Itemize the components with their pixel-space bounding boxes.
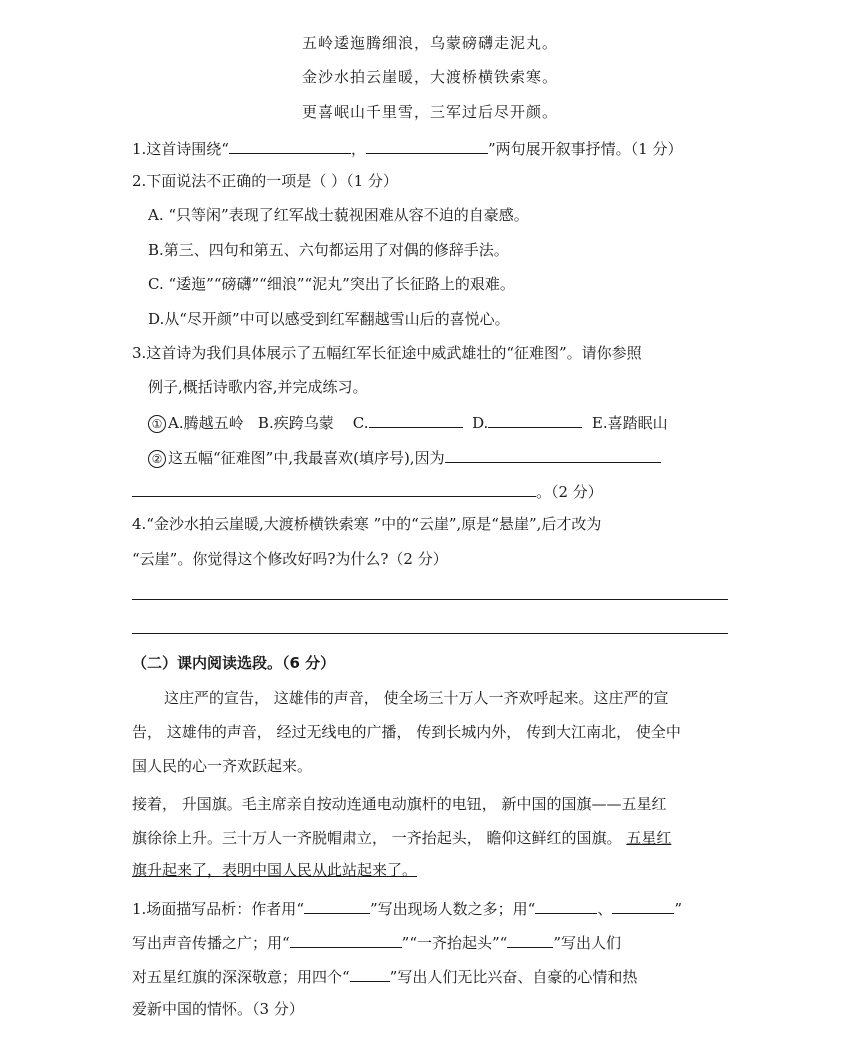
poem-line-1: 五岭逶迤腾细浪，乌蒙磅礴走泥丸。: [301, 34, 558, 52]
answer-blank[interactable]: [445, 446, 661, 463]
answer-blank[interactable]: [535, 897, 597, 914]
circled-two: ②: [148, 450, 166, 468]
s2q1-text-a: 1.场面描写品析：作者用“: [132, 900, 304, 918]
s2q1-sep: 、: [597, 900, 613, 918]
question-3-sub-2: [148, 446, 661, 468]
item-c: C.: [352, 414, 369, 432]
question-1: [132, 137, 682, 159]
question-3-stem-2: 例子,概括诗歌内容,并完成练习。: [148, 378, 368, 396]
question-4-stem-2: “云崖”。你觉得这个修改好吗?为什么?（2 分）: [132, 550, 448, 568]
s2-question-1-line-1: [132, 897, 682, 919]
item-d: D.: [472, 414, 489, 432]
question-3-answer-line: [132, 480, 603, 502]
answer-blank[interactable]: [488, 411, 582, 428]
answer-blank[interactable]: [612, 897, 674, 914]
answer-line[interactable]: [132, 599, 728, 600]
s2q1-text-e: ”“一齐抬起头”“: [401, 934, 508, 952]
question-3-score: 。（2 分）: [536, 483, 603, 501]
passage-p1-line-3: 国人民的心一齐欢跃起来。: [132, 757, 313, 775]
question-3-stem-1: 3.这首诗为我们具体展示了五幅红军长征途中威武雄壮的“征难图”。请你参照: [132, 344, 642, 362]
answer-blank[interactable]: [507, 931, 553, 948]
question-2-option-a: A. “只等闲”表现了红军战士藐视困难从容不迫的自豪感。: [148, 206, 529, 224]
underlined-sentence: 旗升起来了，表明中国人民从此站起来了。: [132, 861, 418, 879]
item-b: B.疾跨乌蒙: [257, 414, 334, 432]
underlined-sentence: 五星红: [626, 829, 672, 847]
question-3-sub-2-text: 这五幅“征难图”中,我最喜欢(填序号),因为: [168, 449, 445, 467]
item-e: E.喜踏眠山: [591, 414, 668, 432]
s2q1-text-c: ”: [674, 900, 683, 918]
s2q1-text-h: ”写出人们无比兴奋、自豪的心情和热: [389, 968, 638, 986]
passage-p2-line-2: [132, 828, 671, 848]
answer-blank[interactable]: [304, 897, 370, 914]
question-1-text-b: ”两句展开叙事抒情。（1 分）: [488, 140, 683, 158]
s2q1-text-g: 对五星红旗的深深敬意；用四个“: [132, 968, 350, 986]
answer-blank[interactable]: [366, 137, 488, 154]
question-2-option-c: C. “逶迤”“磅礴”“细浪”“泥丸”突出了长征路上的艰难。: [148, 275, 515, 293]
poem-line-2: 金沙水拍云崖暖，大渡桥横铁索寒。: [301, 68, 558, 86]
question-1-text-a: 1.这首诗围绕“: [132, 140, 229, 158]
poem-line-3: 更喜岷山千里雪，三军过后尽开颜。: [301, 103, 558, 121]
passage-p2-line-2-text: 旗徐徐上升。三十万人一齐脱帽肃立， 一齐抬起头， 瞻仰这鲜红的国旗。: [132, 829, 627, 847]
question-2-option-d: D.从“尽开颜”中可以感受到红军翻越雪山后的喜悦心。: [148, 310, 510, 328]
s2q1-text-f: ”写出人们: [553, 934, 622, 952]
answer-line[interactable]: [132, 633, 728, 634]
question-2-stem: 2.下面说法不正确的一项是（ ）（1 分）: [132, 172, 398, 190]
passage-p2-line-1: 接着， 升国旗。毛主席亲自按动连通电动旗杆的电钮， 新中国的国旗——五星红: [132, 795, 667, 813]
passage-p1-line-2: 告， 这雄伟的声音， 经过无线电的广播， 传到长城内外， 传到大江南北， 使全中: [132, 723, 681, 741]
circled-one: ①: [148, 415, 166, 433]
passage-p1-line-1: 这庄严的宣告， 这雄伟的声音， 使全场三十万人一齐欢呼起来。这庄严的宣: [164, 689, 669, 707]
answer-blank[interactable]: [229, 137, 351, 154]
answer-blank[interactable]: [369, 411, 463, 428]
s2q1-text-b: ”写出现场人数之多；用“: [369, 900, 536, 918]
question-1-comma: ，: [350, 140, 366, 158]
section-2-title: （二）课内阅读选段。（6 分）: [132, 654, 336, 672]
s2q1-text-d: 写出声音传播之广；用“: [132, 934, 290, 952]
s2-question-1-line-2: [132, 931, 621, 953]
answer-blank[interactable]: [132, 480, 536, 497]
s2-question-1-line-3: [132, 965, 637, 987]
answer-blank[interactable]: [290, 931, 402, 948]
question-4-stem-1: 4.“金沙水拍云崖暖,大渡桥横铁索寒 ”中的“云崖”,原是“悬崖”,后才改为: [132, 515, 602, 533]
s2-question-1-line-4: 爱新中国的情怀。（3 分）: [132, 1000, 304, 1018]
question-3-items: [148, 411, 668, 433]
item-a: A.腾越五岭: [168, 414, 244, 432]
answer-blank[interactable]: [350, 965, 390, 982]
question-2-option-b: B.第三、四句和第五、六句都运用了对偶的修辞手法。: [148, 241, 509, 259]
